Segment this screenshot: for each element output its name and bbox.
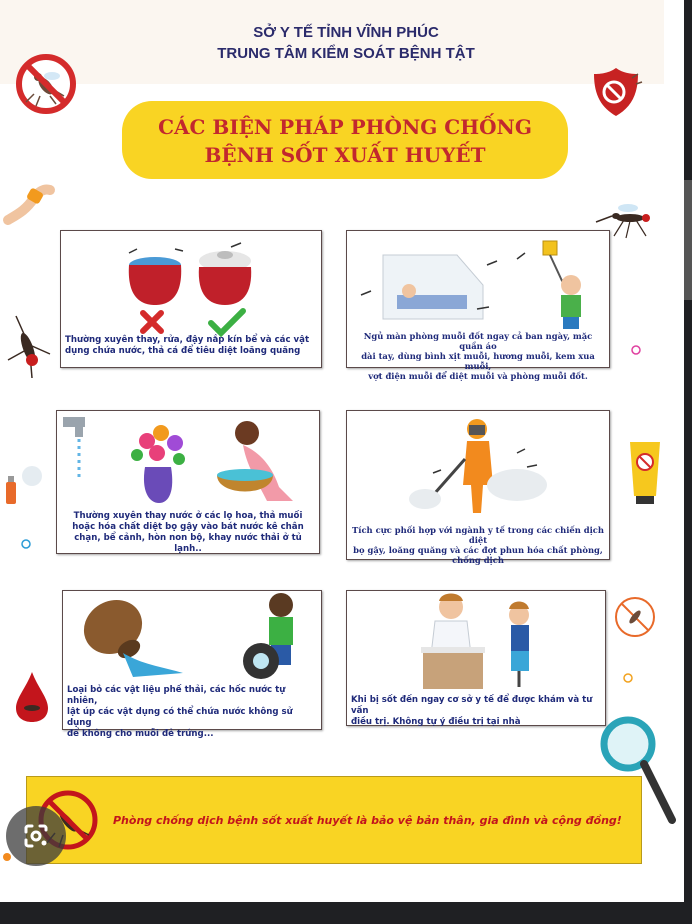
blood-drop-icon <box>14 670 50 724</box>
card-remove-waste <box>62 590 322 739</box>
title-banner <box>122 101 568 179</box>
card-mosquito-net <box>346 230 610 381</box>
caption-line: lật úp các vật dụng có thể chứa nước không sử dụng <box>67 707 293 728</box>
header-line-1: SỞ Y TẾ TỈNH VĨNH PHÚC <box>253 24 439 41</box>
caption-line: Loại bỏ các vật liệu phế thải, các hốc nước tự nhiên, <box>67 685 286 706</box>
caption-line: hoặc hóa chất diệt bọ gậy vào bát nước kê chân <box>72 522 304 532</box>
caption-line: vợt điện muỗi để diệt muỗi và phòng muỗi đốt. <box>368 371 588 381</box>
footer-slogan: Phòng chống dịch bệnh sốt xuất huyết là bảo vệ bản thân, gia đình và cộng đồng! <box>113 814 622 827</box>
lens-button[interactable] <box>6 806 66 866</box>
caption-line: Ngủ màn phòng muỗi đốt ngay cả ban ngày, mặc quần áo <box>363 331 593 351</box>
card-caption <box>61 511 315 555</box>
flower-vase-illustration <box>57 411 319 507</box>
no-mosquito-sign-icon <box>612 594 658 640</box>
header-line-2: TRUNG TÂM KIỂM SOÁT BỆNH TẬT <box>217 45 475 62</box>
card-change-flower-water <box>56 410 320 554</box>
card-see-doctor <box>346 590 606 726</box>
circle-dot-icon <box>20 538 32 550</box>
water-jar-illustration <box>121 235 261 337</box>
circle-dot-icon <box>630 344 642 356</box>
caption-line: Khi bị sốt đến ngay cơ sở y tế để được khám và tư vấn <box>351 695 593 716</box>
spray-icon <box>2 460 50 506</box>
caption-line: điều trị. Không tự ý điều trị tại nhà <box>351 717 521 727</box>
caption-line: bọ gậy, loăng quăng và các đợt phun hóa chất phòng, <box>353 545 603 555</box>
bottom-bar <box>0 902 692 924</box>
repellent-tube-icon <box>626 438 664 506</box>
title-line-2: BỆNH SỐT XUẤT HUYẾT <box>204 143 486 167</box>
mosquito-icon <box>2 310 54 382</box>
title-line-1: CÁC BIỆN PHÁP PHÒNG CHỐNG <box>158 115 532 139</box>
card-caption <box>65 335 317 357</box>
card-caption <box>351 525 605 565</box>
wristband-icon <box>4 180 56 230</box>
caption-line: Thường xuyên thay, rửa, đậy nắp kín bể và các vật <box>65 335 310 345</box>
card-cooperate-health-sector <box>346 410 610 565</box>
caption-line: để không cho muỗi đẻ trứng... <box>67 729 214 739</box>
card-cover-water-containers <box>60 230 322 368</box>
scrollbar[interactable] <box>684 180 692 300</box>
caption-line: chạn, bể cảnh, hòn non bộ, khay nước thải ở tủ lạnh.. <box>74 533 302 554</box>
waste-removal-illustration <box>63 591 321 683</box>
caption-line: dụng chứa nước, thả cá để tiêu diệt loăng quăng <box>65 346 301 356</box>
card-caption <box>351 331 605 381</box>
caption-line: chống dịch <box>452 555 504 565</box>
shield-icon <box>588 64 644 120</box>
card-caption <box>351 695 601 728</box>
header-band <box>0 0 664 84</box>
fumigation-worker-illustration <box>407 413 557 523</box>
circle-dot-icon <box>2 852 12 862</box>
mosquito-net-illustration <box>357 235 601 331</box>
circle-dot-icon <box>622 672 634 684</box>
caption-line: dài tay, dùng bình xịt muỗi, hương muỗi, kem xua muỗi, <box>361 351 595 371</box>
footer-banner <box>26 776 642 864</box>
doctor-visit-illustration <box>407 591 567 691</box>
card-caption <box>67 685 317 740</box>
caption-line: Thường xuyên thay nước ở các lọ hoa, thả muối <box>73 511 303 521</box>
caption-line: Tích cực phối hợp với ngành y tế trong các chiến dịch diệt <box>352 525 604 545</box>
camera-lens-icon <box>22 822 50 850</box>
